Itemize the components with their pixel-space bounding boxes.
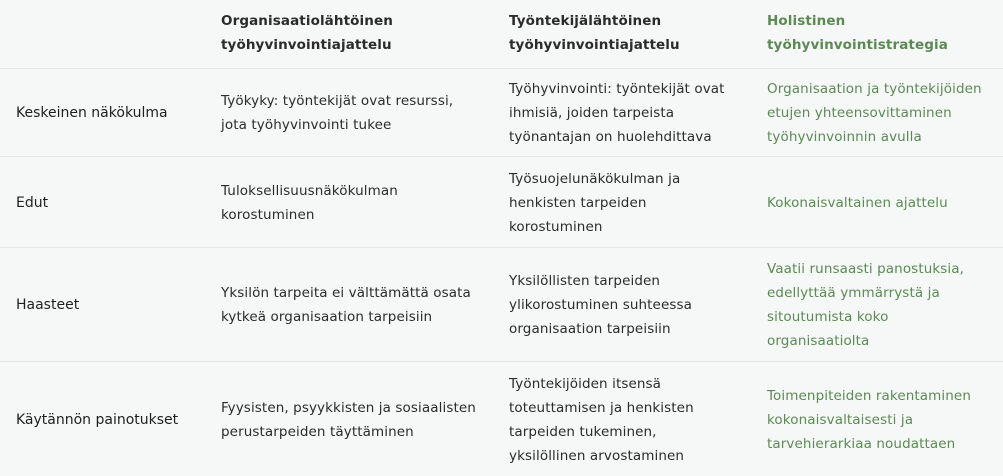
cell-line: korostuminen bbox=[509, 218, 603, 235]
header-text bbox=[509, 9, 680, 57]
table-cell bbox=[509, 248, 759, 362]
cell-line: kokonaisvaltaisesti ja bbox=[767, 411, 914, 428]
cell-line: työhyvinvoinnin avulla bbox=[767, 129, 922, 145]
cell-line: tarpeiden tukeminen, bbox=[509, 423, 657, 440]
cell-line: työnantajan on huolehdittava bbox=[509, 129, 712, 145]
cell-line: Kokonaisvaltainen ajattelu bbox=[767, 194, 948, 211]
cell-line: Vaatii runsaasti panostuksia, bbox=[767, 261, 965, 277]
row-label: Edut bbox=[16, 194, 49, 211]
cell-line: Työhyvinvointi: työntekijät ovat bbox=[509, 81, 725, 97]
cell-line: sitoutumista koko bbox=[767, 309, 889, 325]
cell-line: tarvehierarkiaa noudattaen bbox=[767, 435, 956, 452]
cell-line: ihmisiä, joiden tarpeista bbox=[509, 105, 675, 121]
table-cell bbox=[767, 248, 1003, 362]
table-cell bbox=[767, 157, 1003, 248]
header-line: työhyvinvointiajattelu bbox=[221, 37, 392, 53]
cell-line: etujen yhteensovittaminen bbox=[767, 105, 952, 121]
cell-line: Yksilön tarpeita ei välttämättä osata bbox=[221, 285, 471, 301]
row-label-cell bbox=[16, 248, 216, 362]
row-label: Käytännön painotukset bbox=[16, 411, 179, 428]
row-label-cell bbox=[16, 362, 216, 476]
header-text bbox=[221, 9, 393, 57]
header-holistic bbox=[767, 0, 1003, 68]
cell-line: Toimenpiteiden rakentaminen bbox=[767, 387, 971, 404]
cell-line: kytkeä organisaation tarpeisiin bbox=[221, 309, 433, 325]
table-cell bbox=[221, 362, 501, 476]
table-cell bbox=[767, 69, 1003, 157]
table-cell bbox=[221, 69, 501, 157]
cell-line: Työntekijöiden itsensä bbox=[509, 375, 662, 392]
table-row bbox=[0, 247, 1003, 362]
table-row bbox=[0, 361, 1003, 476]
cell-line: henkisten tarpeiden bbox=[509, 194, 647, 211]
row-label: Haasteet bbox=[16, 297, 80, 313]
header-organisation-based bbox=[221, 0, 501, 68]
header-line: Työntekijälähtöinen bbox=[509, 13, 662, 29]
header-line: Holistinen bbox=[767, 13, 846, 29]
cell-line: Työsuojelunäkökulman ja bbox=[509, 170, 681, 187]
table-header-row bbox=[0, 0, 1003, 68]
cell-line: organisaatiolta bbox=[767, 333, 870, 349]
table-cell bbox=[221, 157, 501, 248]
cell-line: Työkyky: työntekijät ovat resurssi, bbox=[221, 93, 454, 109]
cell-line: jota työhyvinvointi tukee bbox=[221, 117, 392, 133]
cell-line: Tuloksellisuusnäkökulman bbox=[221, 182, 398, 199]
table-cell bbox=[509, 69, 759, 157]
cell-line: ylikorostuminen suhteessa bbox=[509, 297, 692, 313]
table-row bbox=[0, 68, 1003, 157]
header-employee-based bbox=[509, 0, 759, 68]
row-label: Keskeinen näkökulma bbox=[16, 105, 168, 121]
cell-line: toteuttamisen ja henkisten bbox=[509, 399, 694, 416]
table-cell bbox=[509, 157, 759, 248]
cell-line: korostuminen bbox=[221, 206, 315, 223]
cell-line: perustarpeiden täyttäminen bbox=[221, 423, 414, 440]
row-label-cell bbox=[16, 157, 216, 248]
cell-line: yksilöllinen arvostaminen bbox=[509, 447, 685, 464]
table-cell bbox=[221, 248, 501, 362]
cell-line: Fyysisten, psyykkisten ja sosiaalisten bbox=[221, 399, 476, 416]
header-line: työhyvinvointistrategia bbox=[767, 37, 948, 53]
header-line: Organisaatiolähtöinen bbox=[221, 13, 393, 29]
table-cell bbox=[767, 362, 1003, 476]
header-line: työhyvinvointiajattelu bbox=[509, 37, 680, 53]
cell-line: organisaation tarpeisiin bbox=[509, 321, 671, 337]
row-label-cell bbox=[16, 69, 216, 157]
header-text bbox=[767, 9, 948, 57]
table-row bbox=[0, 156, 1003, 248]
cell-line: edellyttää ymmärrystä ja bbox=[767, 285, 940, 301]
table-cell bbox=[509, 362, 759, 476]
cell-line: Organisaation ja työntekijöiden bbox=[767, 81, 982, 97]
cell-line: Yksilöllisten tarpeiden bbox=[509, 273, 661, 289]
